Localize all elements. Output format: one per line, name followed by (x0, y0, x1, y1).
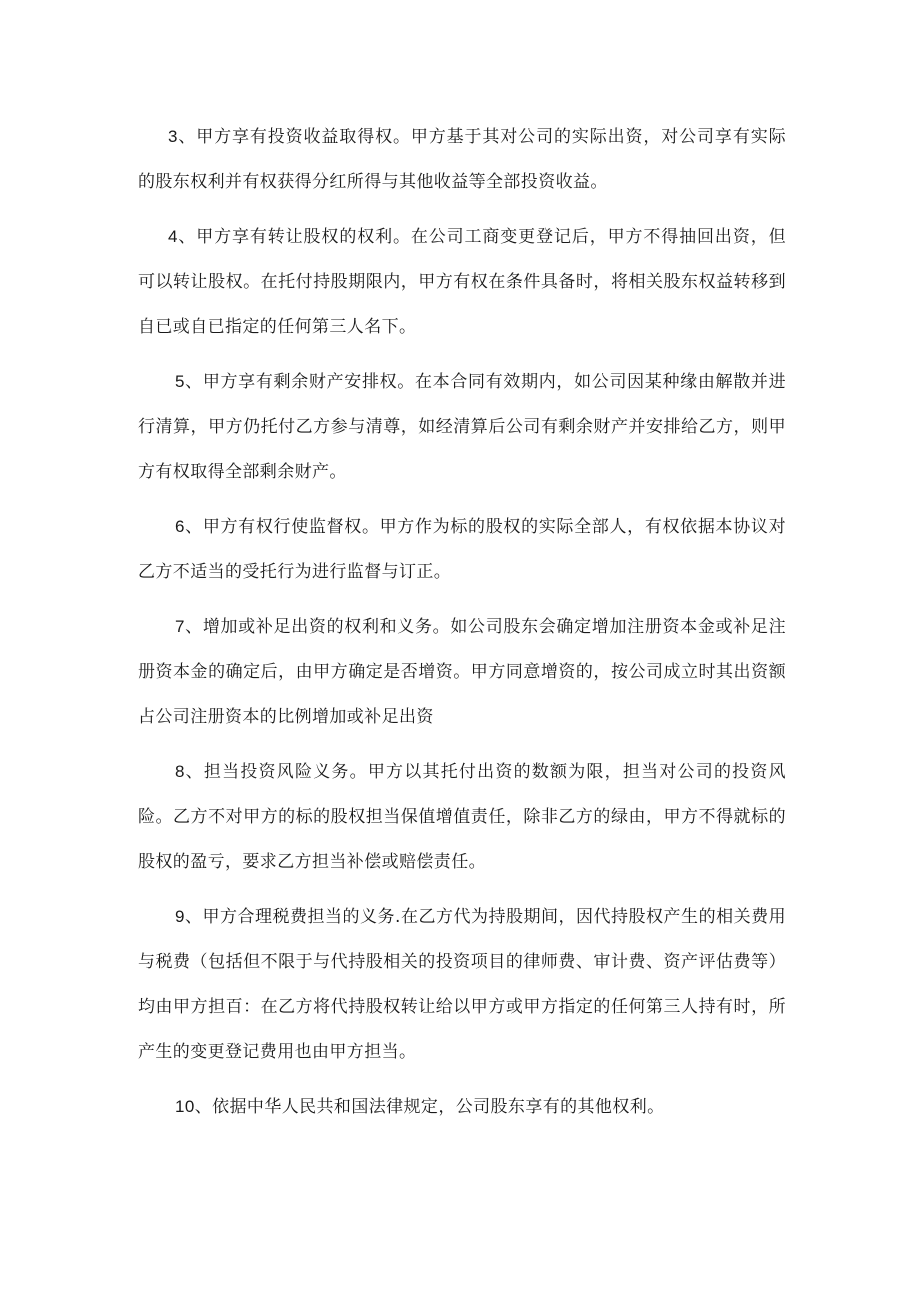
clause-text: 、增加或补足出资的权利和义务。如公司股东会确定增加注册资本金或补足注册资本金的确定后，由甲方确定是否增资。甲方同意增资的，按公司成立时其出资额占公司注册资本的比例增加或补足出资 (138, 617, 786, 727)
clause-6 (138, 504, 786, 595)
clause-8 (138, 749, 786, 885)
clause-text: 、甲方享有剩余财产安排权。在本合同有效期内，如公司因某种缘由解散并进行清算，甲方仍托付乙方参与清尊，如经清算后公司有剩余财产并安排给乙方，则甲方有权取得全部剩余财产。 (138, 372, 786, 482)
clause-number: 4 (168, 227, 178, 246)
clause-number: 9 (175, 907, 185, 926)
clause-5 (138, 359, 786, 495)
clause-4 (138, 214, 786, 350)
clause-text: 、甲方享有投资收益取得权。甲方基于其对公司的实际出资，对公司享有实际的股东权利并有权获得分红所得与其他收益等全部投资收益。 (138, 127, 786, 192)
clause-7 (138, 604, 786, 740)
clause-number: 5 (175, 372, 185, 391)
clause-10 (138, 1084, 786, 1130)
clause-number: 7 (175, 617, 185, 636)
clause-text: 、担当投资风险义务。甲方以其托付出资的数额为限，担当对公司的投资风险。乙方不对甲方的标的股权担当保值增值责任，除非乙方的绿由，甲方不得就标的股权的盈亏，要求乙方担当补偿或赔偿责任。 (138, 762, 786, 872)
clause-number: 3 (168, 127, 178, 146)
clause-text: 、依据中华人民共和国法律规定，公司股东享有的其他权利。 (194, 1097, 665, 1117)
clause-9 (138, 894, 786, 1075)
clause-number: 6 (175, 517, 185, 536)
clause-text: 、甲方享有转让股权的权利。在公司工商变更登记后，甲方不得抽回出资，但可以转让股权。在托付持股期限内，甲方有权在条件具备时，将相关股东权益转移到自已或自已指定的任何第三人名下。 (138, 227, 786, 337)
clause-text: 、甲方有权行使监督权。甲方作为标的股权的实际全部人，有权依据本协议对乙方不适当的受托行为进行监督与订正。 (138, 517, 786, 582)
clause-text: 、甲方合理税费担当的义务.在乙方代为持股期间，因代持股权产生的相关费用与税费（包括但不限于与代持股相关的投资项目的律师费、审计费、资产评估费等）均由甲方担百：在乙方将代持股权转让给以甲方或甲方指定的任何第三人持有时，所产生的变更登记费用也由甲方担当。 (138, 907, 786, 1062)
document-page (138, 114, 786, 1139)
clause-number: 8 (175, 762, 185, 781)
clause-number: 10 (175, 1097, 195, 1116)
clause-3 (138, 114, 786, 205)
